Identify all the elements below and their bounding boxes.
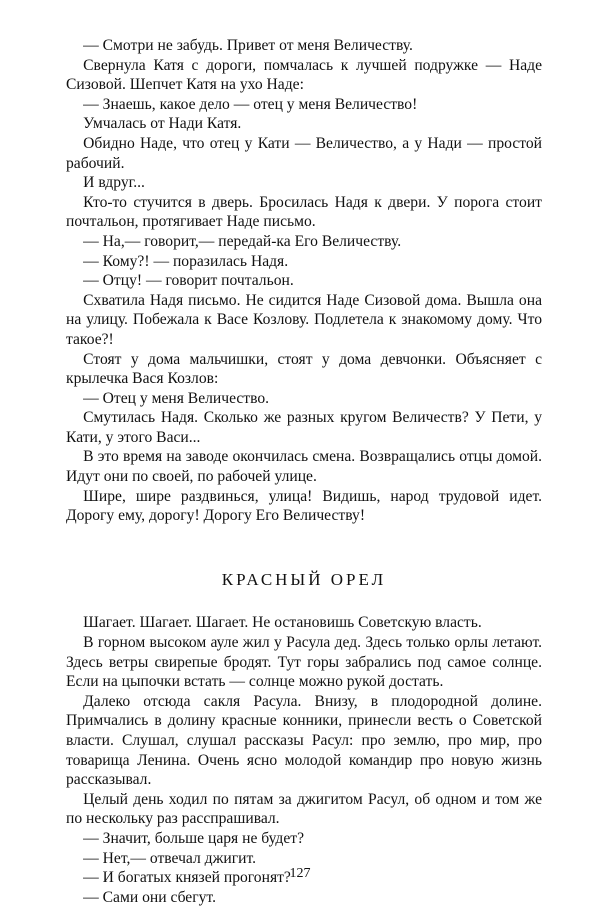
paragraph: — Кому?! — поразилась Надя. [83, 252, 289, 270]
paragraph: И вдруг... [83, 174, 145, 192]
section-title: КРАСНЫЙ ОРЕЛ [221, 569, 387, 589]
paragraph: В это время на заводе окончилась смена. Возвращались отцы домой. Идут они по своей, по рабочей улице. [66, 448, 542, 486]
paragraph: Целый день ходил по пятам за джигитом Расул, об одном и том же по нескольку раз расспрашивал. [66, 790, 542, 828]
paragraph: Стоят у дома мальчишки, стоят у дома девчонки. Объясняет с крылечка Вася Козлов: [66, 350, 542, 388]
paragraph: Шире, шире раздвинься, улица! Видишь, народ трудовой идет. Дорогу ему, дорогу! Дорогу Его Величеству! [66, 487, 542, 525]
paragraph: Шагает. Шагает. Шагает. Не остановишь Советскую власть. [83, 614, 482, 632]
paragraph: Схватила Надя письмо. Не сидится Наде Сизовой дома. Вышла она на улицу. Побежала к Васе Козлову. Подлетела к знакомому дому. Что такое?! [66, 291, 542, 348]
paragraph: В горном высоком ауле жил у Расула дед. Здесь только орлы летают. Здесь ветры свирепые бродят. Тут горы забрались под самое солнце. Если на цыпочки встать — солнце можно рукой достать. [66, 634, 542, 691]
book-page [66, 36, 542, 907]
paragraph: — Сами они сбегут. [83, 888, 216, 906]
paragraph: Умчалась от Нади Катя. [83, 115, 242, 133]
paragraph: — На,— говорит,— передай-ка Его Величеству. [83, 232, 402, 250]
paragraph: Обидно Наде, что отец у Кати — Величество, а у Нади — простой рабочий. [66, 134, 542, 172]
paragraph: Смутилась Надя. Сколько же разных кругом Величеств? У Пети, у Кати, у этого Васи... [66, 409, 542, 446]
story-body [66, 613, 542, 907]
story-continuation [66, 36, 542, 526]
paragraph: — Знаешь, какое дело — отец у меня Величество! [83, 95, 418, 113]
paragraph: Кто-то стучится в дверь. Бросилась Надя к двери. У порога стоит почтальон, протягивает Наде письмо. [66, 193, 542, 231]
paragraph: — Смотри не забудь. Привет от меня Величеству. [83, 37, 413, 54]
paragraph: — Значит, больше царя не будет? [83, 829, 305, 847]
paragraph: — Нет,— отвечал джигит. [83, 849, 256, 867]
paragraph: — И богатых князей прогонят? [83, 869, 291, 887]
paragraph: — Отец у меня Величество. [83, 389, 270, 407]
paragraph: — Отцу! — говорит почтальон. [83, 272, 294, 290]
page-number: 127 [289, 866, 311, 881]
paragraph: Далеко отсюда сакля Расула. Внизу, в плодородной долине. Примчались в долину красные конники, принесли весть о Советской власти. Слушал, слушал рассказы Расул: про землю, про мир, про товарища Ленина. Очень ясно молодой командир про новую жизнь рассказывал. [66, 692, 542, 789]
paragraph: Свернула Катя с дороги, помчалась к лучшей подружке — Наде Сизовой. Шепчет Катя на ухо Наде: [66, 56, 542, 94]
